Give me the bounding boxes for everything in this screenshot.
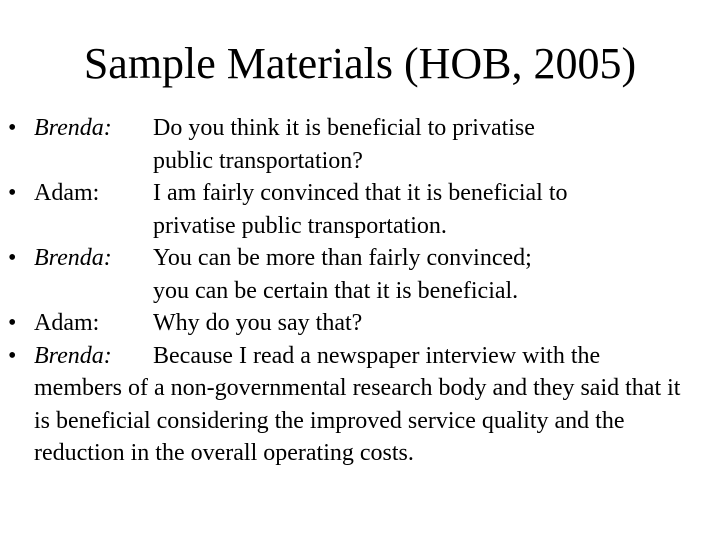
utterance-continuation: privatise public transportation. [153,212,447,239]
utterance-continuation: you can be certain that it is beneficial. [153,277,519,304]
utterance-continuation: public transportation? [153,147,363,174]
bullet-icon: • [8,180,17,206]
dialogue-line [34,242,720,275]
bullet-icon: • [8,115,17,141]
dialogue-line [34,307,720,340]
utterance-text: Because I read a newspaper interview with the members of a non-governmental research body and they said that it is beneficial considering the improved service quality and the reduction in the overall operating costs. [34,342,681,466]
speaker-label: Brenda: [34,115,112,141]
utterance-text: I am fairly convinced that it is beneficial to [153,180,568,206]
utterance-text: Do you think it is beneficial to privatise [153,115,535,141]
speaker-label: Adam: [34,310,100,336]
dialogue-list [0,112,720,470]
bullet-icon: • [8,245,17,271]
speaker-label: Brenda: [34,342,112,369]
slide-title: Sample Materials (HOB, 2005) [83,39,637,88]
dialogue-line [34,112,720,145]
dialogue-line [34,177,720,210]
bullet-icon: • [8,342,17,369]
speaker-label: Adam: [34,180,100,206]
dialogue-item-2 [0,177,720,242]
dialogue-item-3 [0,242,720,307]
utterance-text: You can be more than fairly convinced; [153,245,532,271]
dialogue-item-5 [0,340,686,470]
dialogue-item-4 [0,307,720,340]
speaker-label: Brenda: [34,245,112,271]
dialogue-item-1 [0,112,720,177]
bullet-icon: • [8,310,17,336]
utterance-text: Why do you say that? [153,310,363,336]
